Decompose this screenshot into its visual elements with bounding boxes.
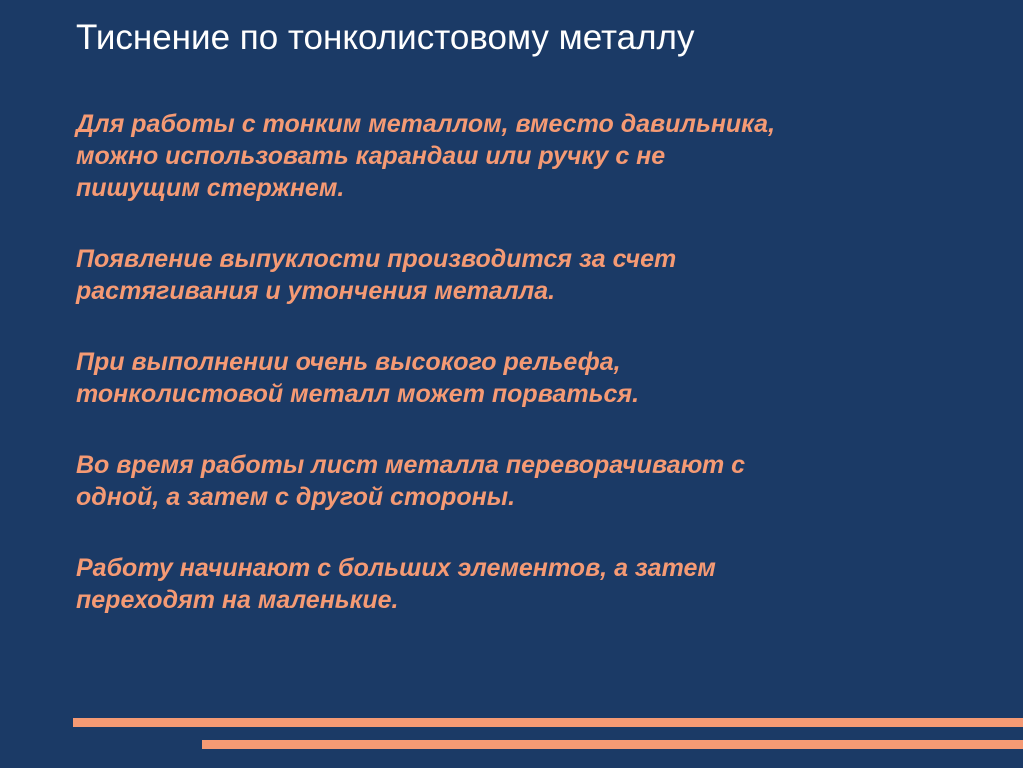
paragraph-flip-sheet: Во время работы лист металла переворачивают с одной, а затем с другой стороны. bbox=[76, 451, 746, 511]
paragraph-large-to-small: Работу начинают с больших элементов, а затем переходят на маленькие. bbox=[76, 554, 716, 614]
slide-body bbox=[76, 108, 996, 655]
paragraph-convexity: Появление выпуклости производится за счет растягивания и утончения металла. bbox=[76, 245, 677, 305]
paragraph-high-relief: При выполнении очень высокого рельефа, тонколистовой металл может порваться. bbox=[76, 348, 640, 408]
slide-title: Тиснение по тонколистовому металлу bbox=[76, 18, 695, 57]
decorative-line-bottom bbox=[202, 740, 1023, 749]
decorative-line-top bbox=[73, 718, 1023, 727]
paragraph-pencil-tool: Для работы с тонким металлом, вместо давильника, можно использовать карандаш или ручку с не пишущим стержнем. bbox=[76, 110, 776, 202]
